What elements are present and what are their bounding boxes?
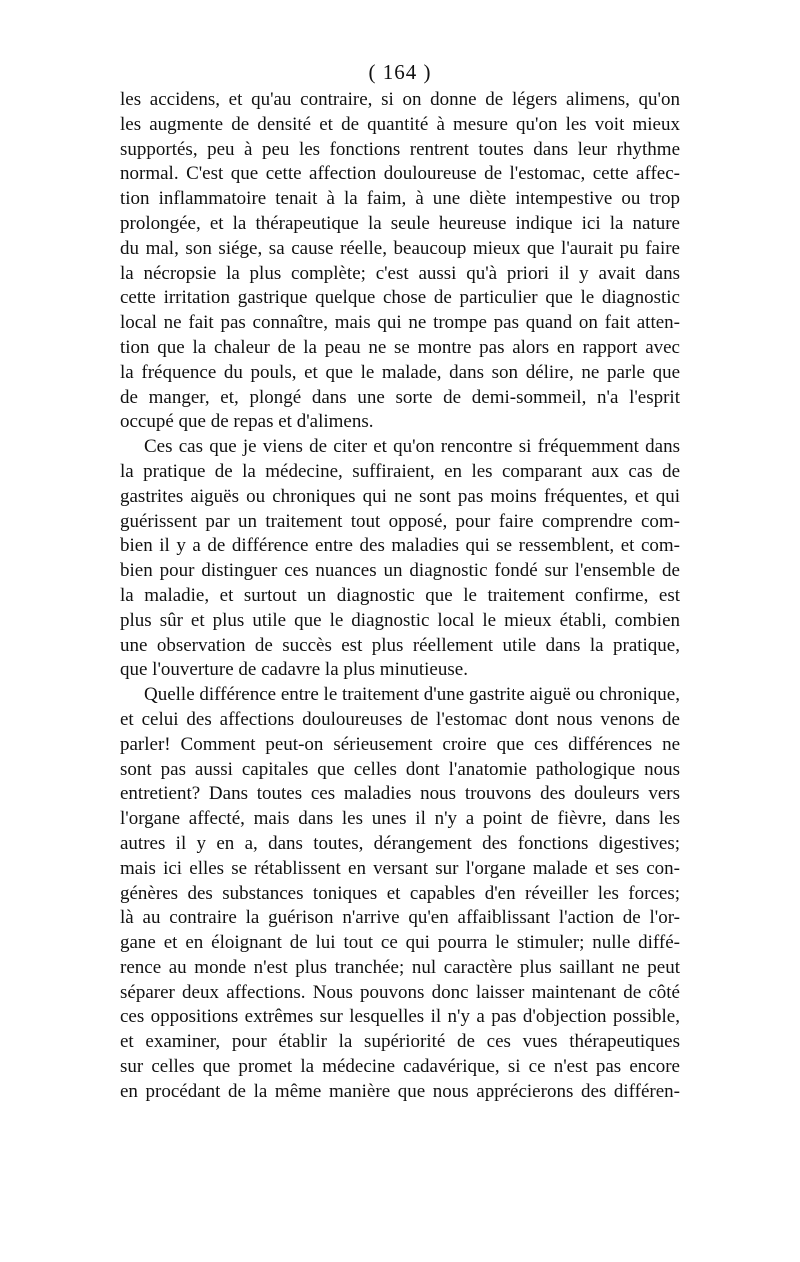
text-line: la maladie, et surtout un diagnostic que le traitement confirme, est bbox=[120, 584, 680, 606]
text-line: les augmente de densité et de quantité à mesure qu'on les voit mieux bbox=[120, 113, 680, 135]
text-line: mais ici elles se rétablissent en versant sur l'organe malade et ses con- bbox=[120, 857, 680, 879]
text-line: Ces cas que je viens de citer et qu'on rencontre si fréquemment dans bbox=[144, 436, 680, 458]
text-line: local ne fait pas connaître, mais qui ne trompe pas quand on fait atten- bbox=[120, 312, 680, 334]
text-line: Quelle différence entre le traitement d'une gastrite aiguë ou chronique, bbox=[144, 684, 680, 706]
text-line: là au contraire la guérison n'arrive qu'en affaiblissant l'action de l'or- bbox=[120, 907, 680, 929]
text-line: ces oppositions extrêmes sur lesquelles il n'y a pas d'objection possible, bbox=[120, 1006, 680, 1028]
text-line: prolongée, et la thérapeutique la seule heureuse indique ici la nature bbox=[120, 212, 680, 234]
text-line: normal. C'est que cette affection douloureuse de l'estomac, cette affec- bbox=[120, 163, 680, 185]
text-line: parler! Comment peut-on sérieusement croire que ces différences ne bbox=[120, 733, 680, 755]
text-line: cette irritation gastrique quelque chose de particulier que le diagnostic bbox=[120, 287, 680, 309]
text-line: autres il y en a, dans toutes, dérangement des fonctions digestives; bbox=[120, 832, 680, 854]
text-line: occupé que de repas et d'alimens. bbox=[120, 411, 374, 433]
text-line: que l'ouverture de cadavre la plus minutieuse. bbox=[120, 659, 468, 681]
text-line: sur celles que promet la médecine cadavérique, si ce n'est pas encore bbox=[120, 1056, 680, 1078]
text-line: guérissent par un traitement tout opposé, pour faire comprendre com- bbox=[120, 510, 680, 532]
text-line: gane et en éloignant de lui tout ce qui pourra le stimuler; nulle diffé- bbox=[120, 932, 680, 954]
text-line: les accidens, et qu'au contraire, si on donne de légers alimens, qu'on bbox=[120, 89, 680, 110]
text-line: et celui des affections douloureuses de l'estomac dont nous venons de bbox=[120, 708, 680, 730]
text-line: la nécropsie la plus complète; c'est aussi qu'à priori il y avait dans bbox=[120, 262, 680, 284]
text-line: du mal, son siége, sa cause réelle, beaucoup mieux que l'aurait pu faire bbox=[120, 237, 680, 259]
text-line: la pratique de la médecine, suffiraient, en les comparant aux cas de bbox=[120, 460, 680, 482]
text-line: plus sûr et plus utile que le diagnostic local le mieux établi, combien bbox=[120, 609, 680, 631]
text-line: en procédant de la même manière que nous apprécierons des différen- bbox=[120, 1080, 680, 1102]
text-line: l'organe affecté, mais dans les unes il n'y a point de fièvre, dans les bbox=[120, 808, 680, 830]
page-number: ( 164 ) bbox=[368, 60, 432, 84]
text-line: génères des substances toniques et capables d'en réveiller les forces; bbox=[120, 882, 680, 904]
text-line: une observation de succès est plus réellement utile dans la pratique, bbox=[120, 634, 680, 656]
text-line: de manger, et, plongé dans une sorte de demi-sommeil, n'a l'esprit bbox=[120, 386, 680, 408]
text-line: et examiner, pour établir la supériorité de ces vues thérapeutiques bbox=[120, 1031, 680, 1053]
text-line: séparer deux affections. Nous pouvons donc laisser maintenant de côté bbox=[120, 981, 680, 1003]
text-line: rence au monde n'est plus tranchée; nul caractère plus saillant ne peut bbox=[120, 956, 680, 978]
text-line: sont pas aussi capitales que celles dont l'anatomie pathologique nous bbox=[120, 758, 680, 780]
text-line: entretient? Dans toutes ces maladies nous trouvons des douleurs vers bbox=[120, 783, 680, 805]
text-line: gastrites aiguës ou chroniques qui ne sont pas moins fréquentes, et qui bbox=[120, 485, 680, 507]
body-text bbox=[120, 88, 680, 1105]
text-line: tion que la chaleur de la peau ne se montre pas alors en rapport avec bbox=[120, 336, 680, 358]
text-line: bien pour distinguer ces nuances un diagnostic fondé sur l'ensemble de bbox=[120, 560, 680, 582]
text-line: tion inflammatoire tenait à la faim, à une diète intempestive ou trop bbox=[120, 188, 680, 210]
text-line: la fréquence du pouls, et que le malade, dans son délire, ne parle que bbox=[120, 361, 680, 383]
text-line: supportés, peu à peu les fonctions rentrent toutes dans leur rhythme bbox=[120, 138, 680, 160]
text-line: bien il y a de différence entre des maladies qui se ressemblent, et com- bbox=[120, 535, 680, 557]
